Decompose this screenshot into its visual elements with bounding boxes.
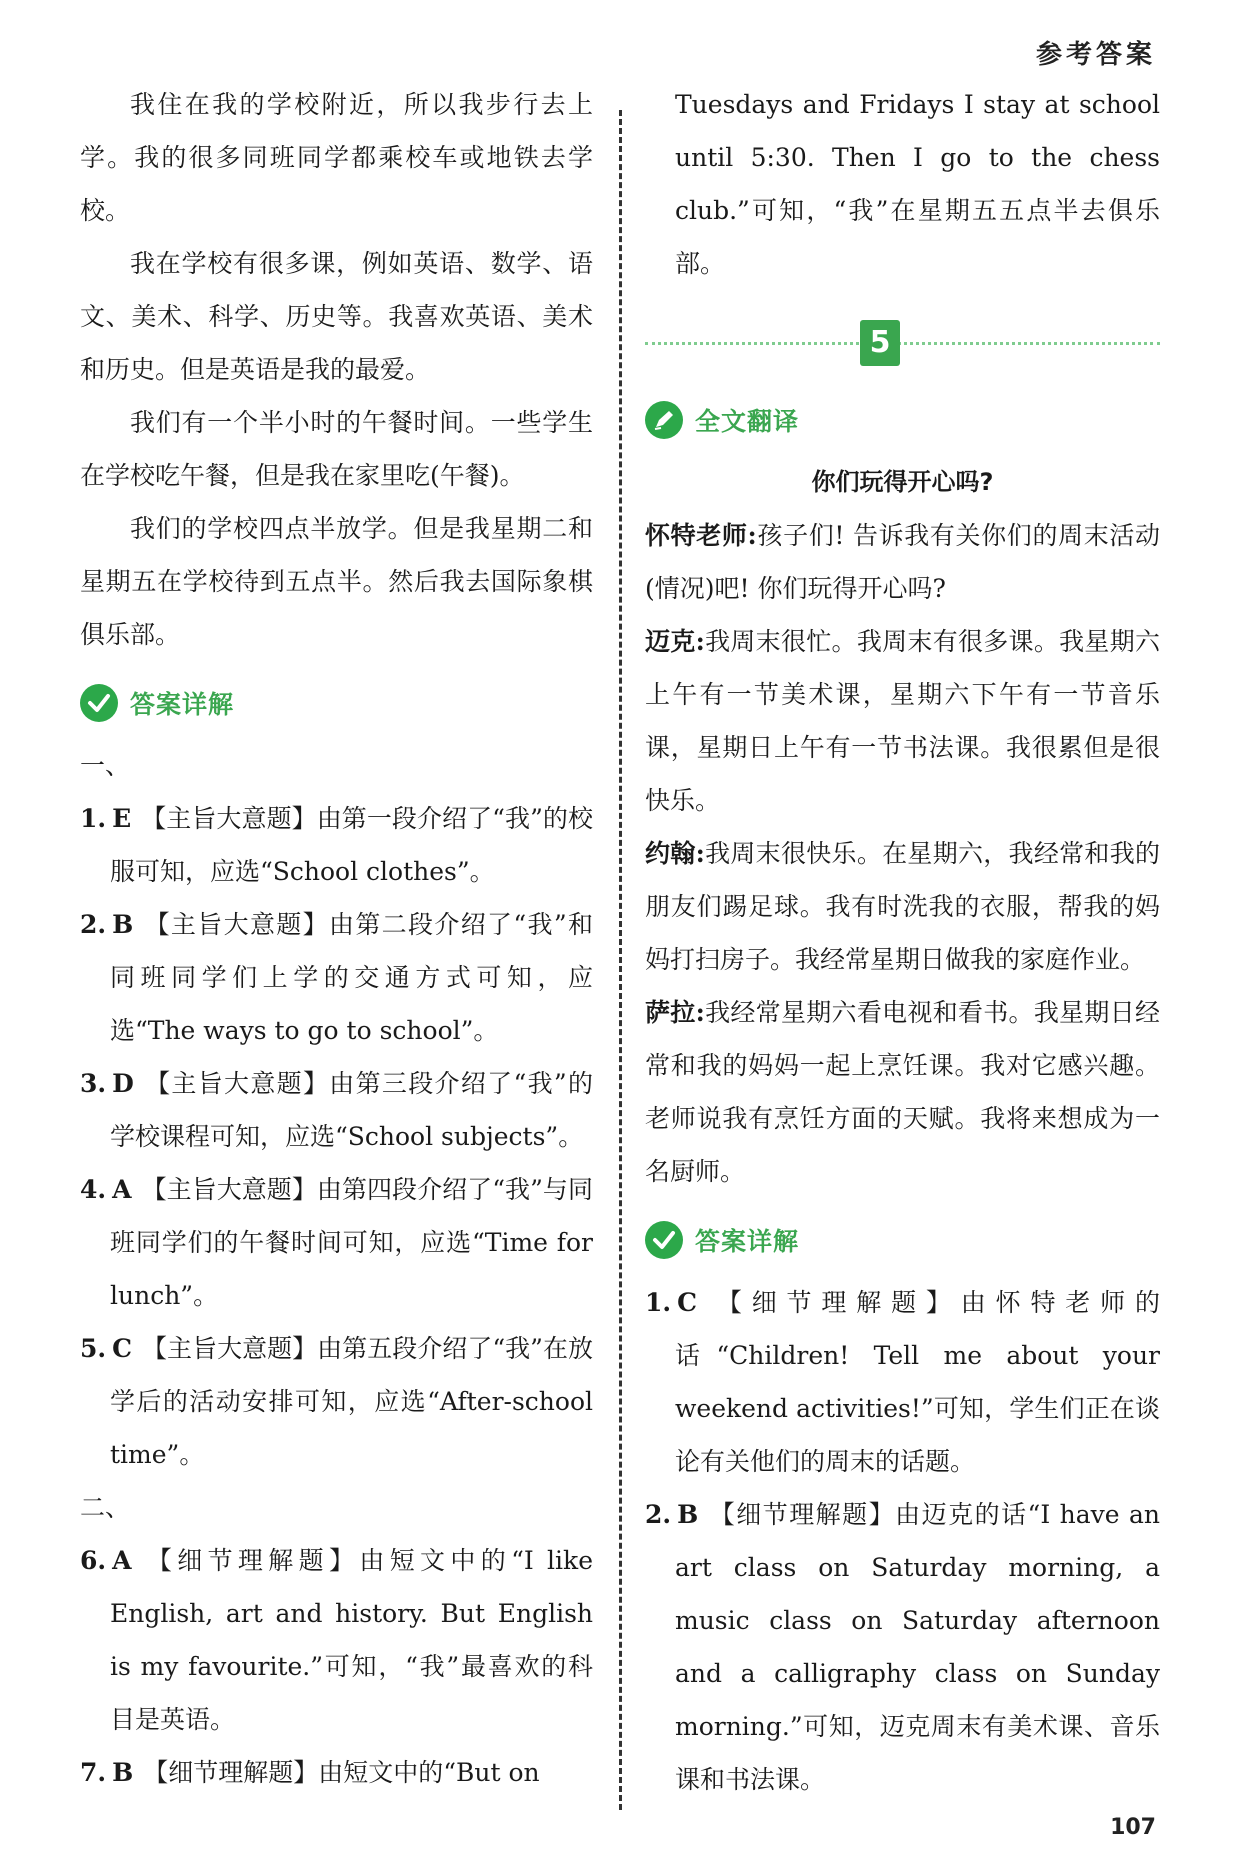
- part-label: 一、: [80, 751, 131, 780]
- item-explanation: 【细节理解题】由迈克的话“I have an art class on Saturday morning, a music class on Saturday afternoon and a calligraphy class on Sunday morning.”可知，迈克周末有美术课、音乐课和书法课。: [675, 1500, 1160, 1794]
- speaker-name: 萨拉:: [645, 998, 705, 1027]
- item-answer: B: [677, 1500, 699, 1529]
- item-answer: A: [112, 1175, 132, 1204]
- speaker-name: 怀特老师:: [645, 521, 757, 550]
- item-explanation: 【主旨大意题】由第一段介绍了“我”的校服可知，应选“School clothes”。: [110, 804, 593, 886]
- answer-item: [80, 1534, 593, 1746]
- dialogue-line: [645, 615, 1160, 827]
- check-icon: [80, 684, 118, 722]
- header-label: 参考答案: [1035, 40, 1156, 70]
- item-answer: A: [112, 1546, 132, 1575]
- answer-item: [80, 792, 593, 898]
- speaker-name: 约翰:: [645, 839, 705, 868]
- item-explanation: 【主旨大意题】由第四段介绍了“我”与同班同学们的午餐时间可知，应选“Time for lunch”。: [110, 1175, 593, 1310]
- item-explanation: 【主旨大意题】由第二段介绍了“我”和同班同学们上学的交通方式可知，应选“The ways to go to school”。: [110, 910, 593, 1045]
- dotted-rule: [645, 342, 1160, 345]
- item-answer: B: [112, 1758, 134, 1787]
- column-divider: [619, 110, 622, 1810]
- left-column: [80, 78, 593, 1799]
- answers-section-header: [80, 667, 593, 739]
- right-column: [645, 78, 1160, 1806]
- item-number: 3.: [80, 1069, 107, 1098]
- answers-title: 答案详解: [130, 690, 235, 719]
- item-number: 5.: [80, 1334, 107, 1363]
- dialogue-text: 我周末很忙。我周末有很多课。我星期六上午有一节美术课，星期六下午有一节音乐课，星期日上午有一节书法课。我很累但是很快乐。: [645, 627, 1160, 815]
- answer-item: [645, 1488, 1160, 1806]
- part-label: 二、: [80, 1493, 131, 1522]
- item-answer: E: [112, 804, 132, 833]
- answer-item: [80, 1163, 593, 1322]
- item-answer: B: [112, 910, 134, 939]
- item-explanation: 【主旨大意题】由第五段介绍了“我”在放学后的活动安排可知，应选“After-school time”。: [110, 1334, 593, 1469]
- item-number: 2.: [645, 1500, 672, 1529]
- page-number: 107: [1110, 1815, 1156, 1840]
- translation-paragraph: 我们的学校四点半放学。但是我星期二和星期五在学校待到五点半。然后我去国际象棋俱乐部。: [80, 514, 593, 649]
- answer-item: [80, 1322, 593, 1481]
- item-explanation: 【细节理解题】由怀特老师的话“Children! Tell me about your weekend activities!”可知，学生们正在谈论有关他们的周末的话题。: [675, 1288, 1160, 1476]
- answer-item: [80, 898, 593, 1057]
- item-explanation: 【细节理解题】由短文中的“I like English, art and history. But English is my favourite.”可知，“我”最喜欢的科目是英语。: [110, 1546, 593, 1734]
- answer-item: [80, 1057, 593, 1163]
- dialogue-text: 我经常星期六看电视和看书。我星期日经常和我的妈妈一起上烹饪课。我对它感兴趣。老师说我有烹饪方面的天赋。我将来想成为一名厨师。: [645, 998, 1160, 1186]
- pen-icon: [645, 401, 683, 439]
- section-number-divider: [645, 308, 1160, 378]
- continued-explanation: Tuesdays and Fridays I stay at school until 5:30. Then I go to the chess club.”可知，“我”在星期五五点半去俱乐部。: [675, 90, 1160, 278]
- answer-item: [80, 1746, 593, 1799]
- dialogue-line: [645, 509, 1160, 615]
- answer-item: [645, 1276, 1160, 1488]
- item-number: 1.: [645, 1288, 672, 1317]
- item-answer: D: [112, 1069, 134, 1098]
- dialogue-text: 我周末很快乐。在星期六，我经常和我的朋友们踢足球。我有时洗我的衣服，帮我的妈妈打扫房子。我经常星期日做我的家庭作业。: [645, 839, 1160, 974]
- check-icon: [645, 1221, 683, 1259]
- speaker-name: 迈克:: [645, 627, 705, 656]
- translation-paragraph: 我们有一个半小时的午餐时间。一些学生在学校吃午餐，但是我在家里吃(午餐)。: [80, 408, 593, 490]
- item-number: 6.: [80, 1546, 107, 1575]
- dialogue-text: 孩子们! 告诉我有关你们的周末活动(情况)吧! 你们玩得开心吗?: [645, 521, 1161, 603]
- answers-title: 答案详解: [695, 1227, 800, 1256]
- item-number: 2.: [80, 910, 107, 939]
- translation-paragraph: 我在学校有很多课，例如英语、数学、语文、美术、科学、历史等。我喜欢英语、美术和历史。但是英语是我的最爱。: [80, 249, 593, 384]
- translation-paragraph: 我住在我的学校附近，所以我步行去上学。我的很多同班同学都乘校车或地铁去学校。: [80, 90, 593, 225]
- item-number: 4.: [80, 1175, 107, 1204]
- translation-title: 全文翻译: [695, 407, 800, 436]
- item-explanation: 【主旨大意题】由第三段介绍了“我”的学校课程可知，应选“School subjects”。: [110, 1069, 593, 1151]
- item-explanation: 【细节理解题】由短文中的“But on: [143, 1758, 540, 1787]
- translation-section-header: [645, 384, 1160, 456]
- item-number: 7.: [80, 1758, 107, 1787]
- passage-title: 你们玩得开心吗?: [811, 468, 994, 496]
- item-answer: C: [677, 1288, 698, 1317]
- item-answer: C: [112, 1334, 133, 1363]
- section-number: 5: [860, 320, 900, 366]
- dialogue-line: [645, 986, 1160, 1198]
- answers-section-header: [645, 1204, 1160, 1276]
- dialogue-line: [645, 827, 1160, 986]
- item-number: 1.: [80, 804, 107, 833]
